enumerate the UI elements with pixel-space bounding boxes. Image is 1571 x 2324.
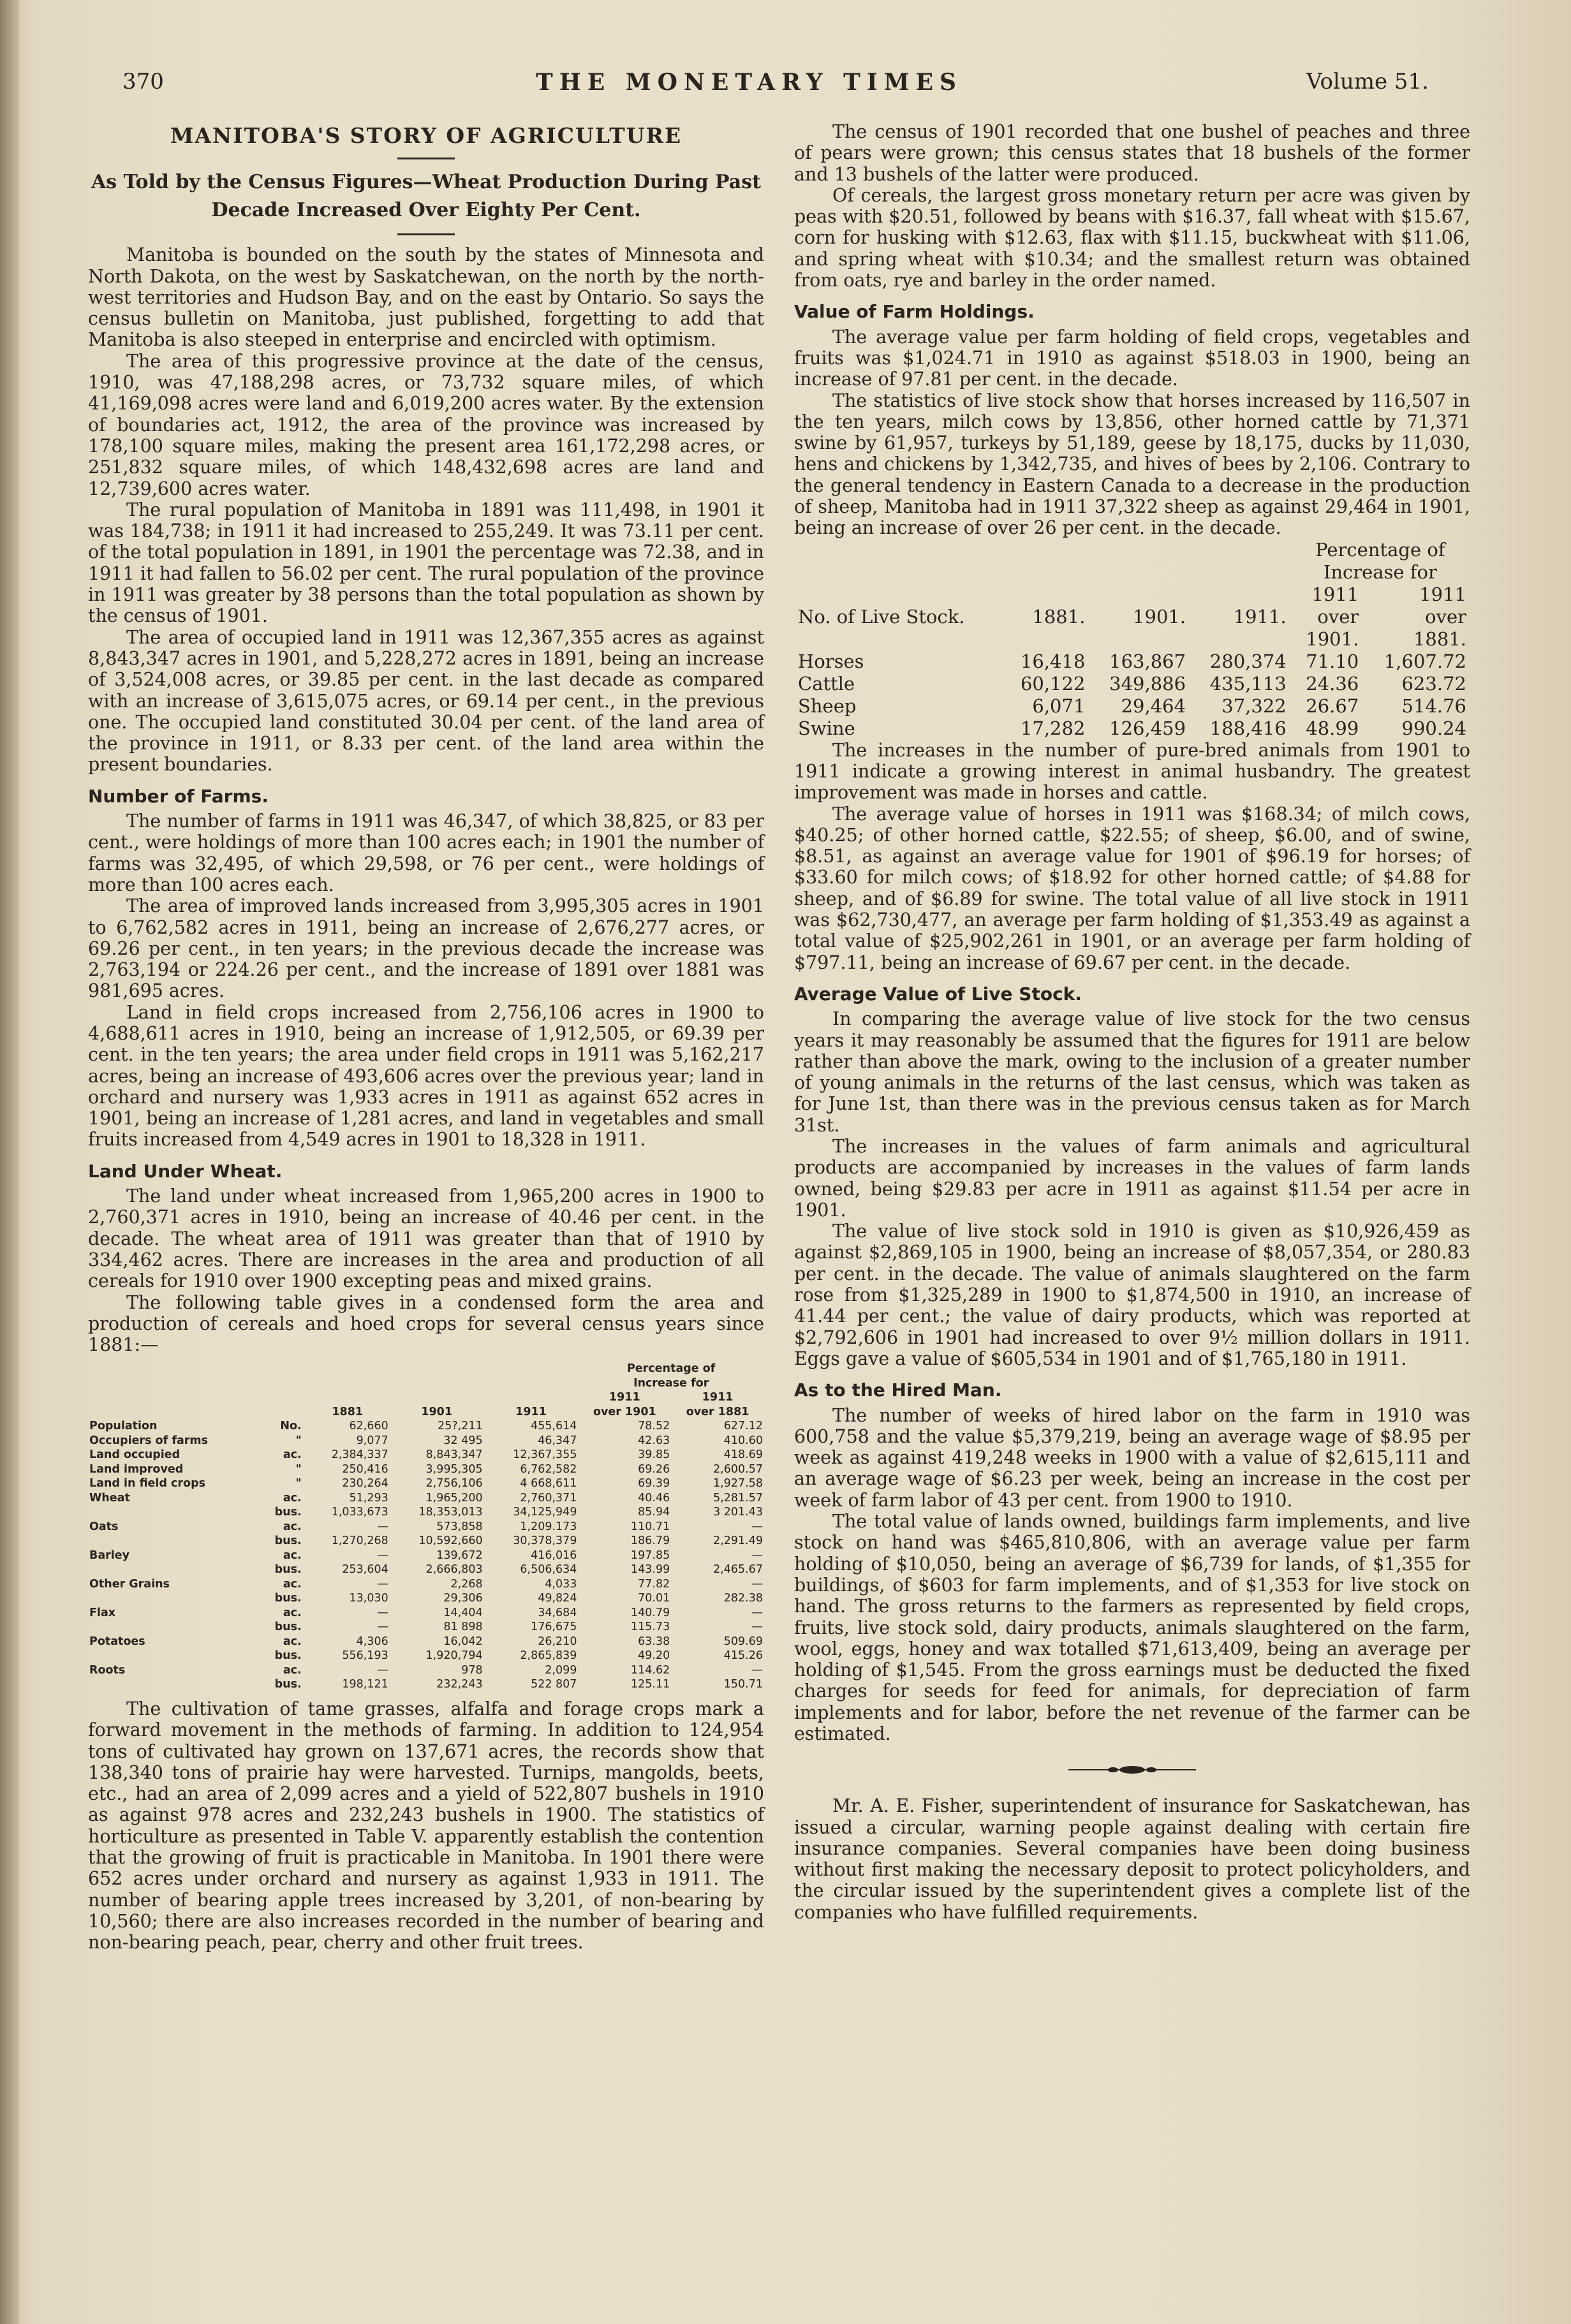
livestock-col-label: No. of Live Stock. (798, 605, 965, 628)
crops-cell: 3,995,305 (425, 1462, 483, 1476)
crops-cell: — (751, 1520, 763, 1533)
crops-row (88, 1448, 764, 1462)
livestock-cell: 6,071 (1032, 695, 1086, 717)
crops-row-label: Occupiers of farms (89, 1434, 209, 1447)
livestock-table (794, 539, 1470, 740)
crops-cell: 62,660 (349, 1420, 388, 1433)
crops-cell: 2,268 (450, 1577, 483, 1591)
crops-cell: — (377, 1663, 388, 1677)
crops-row-label (88, 1649, 260, 1663)
crops-row-unit: ac. (283, 1663, 302, 1677)
crops-cell: 627.12 (723, 1420, 763, 1433)
crops-cell: 34,684 (538, 1606, 577, 1619)
crops-cell: 14,404 (443, 1606, 483, 1619)
crops-row (88, 1649, 764, 1663)
crops-cell: 69.39 (638, 1477, 670, 1490)
pct-header: Percentage of (627, 1362, 716, 1376)
livestock-pct-header: Increase for (1323, 561, 1437, 583)
volume-label: Volume 51. (1306, 69, 1429, 94)
crops-cell: 16,042 (443, 1635, 483, 1648)
crops-cell: 115.73 (630, 1621, 670, 1634)
article-subtitle: As Told by the Census Figures—Wheat Production During Past Decade Increased Over Eighty Per Cent. (91, 171, 761, 222)
crops-cell: 1,927.58 (713, 1477, 763, 1490)
crops-cell: 70.01 (638, 1592, 670, 1605)
crops-cell: 63.38 (638, 1635, 670, 1648)
crops-row-label (88, 1591, 260, 1606)
crops-row-unit: bus. (274, 1621, 302, 1634)
subtitle-rule (397, 233, 455, 235)
crops-cell: 573,858 (436, 1520, 483, 1533)
crops-row (88, 1548, 764, 1563)
crops-cell: — (377, 1577, 388, 1591)
crops-cell: — (377, 1548, 388, 1562)
livestock-cell: 48.99 (1306, 717, 1359, 739)
crops-row-label (88, 1677, 260, 1692)
livestock-year: 1881. (1032, 605, 1086, 628)
paragraph: The land under wheat increased from 1,965,200 acres in 1900 to 2,760,371 acres in 1910, being an increase of 40.46 per cent. in the decade. The wheat area of 1911 was greater than that of 1910 by 334,462 acres. There are increases in the area and production of all cereals for 1910 over 1900 excepting peas and mixed grains. (88, 1186, 764, 1292)
crops-row (88, 1606, 764, 1621)
pct-header: Increase for (633, 1376, 709, 1390)
crops-cell: 2,760,371 (520, 1491, 577, 1504)
crops-row-unit: bus. (274, 1649, 302, 1663)
notice-paragraph: Mr. A. E. Fisher, superintendent of insurance for Saskatchewan, has issued a circular, warning people against dealing with certain fire insurance companies. Several companies have been doing business without first making the necessary deposit to protect policyholders, and the circular issued by the superintendent gives a complete list of the companies who have fulfilled requirements. (794, 1795, 1470, 1923)
crops-row-label: Land in field crops (89, 1477, 206, 1490)
crops-cell: 30,378,379 (513, 1534, 577, 1548)
paragraph: Manitoba is bounded on the south by the states of Minnesota and North Dakota, on the west by Saskatchewan, on the north by the north-west territories and Hudson Bay, and on the east by Ontario. So says the census bulletin on Manitoba, just published, forgetting to add that Manitoba is also steeped in enterprise and encircled with optimism. (88, 244, 764, 351)
crops-cell: 198,121 (342, 1678, 388, 1691)
pct-header: over 1901 (593, 1405, 656, 1418)
crops-cell: 253,604 (342, 1563, 388, 1577)
page-number: 370 (122, 69, 164, 94)
crops-row (88, 1462, 764, 1477)
paragraph: The following table gives in a condensed form the area and production of cereals and hoed crops for several census years since 1881:— (88, 1291, 764, 1356)
livestock-cell: 188,416 (1209, 717, 1287, 739)
livestock-pct-a: 1901. (1306, 628, 1359, 650)
crops-cell: 3 201.43 (713, 1506, 763, 1519)
crops-row (88, 1635, 764, 1649)
crops-row-unit: No. (280, 1420, 302, 1433)
crops-row-unit: ac. (283, 1548, 302, 1562)
crops-row-label: Potatoes (89, 1635, 145, 1648)
page-header (115, 69, 1429, 107)
crops-row-unit: bus. (274, 1592, 302, 1605)
paragraph: The increases in the number of pure-bred animals from 1901 to 1911 indicate a growing interest in animal husbandry. The greatest improvement was made in horses and cattle. (794, 739, 1470, 804)
section-heading-wheat: Land Under Wheat. (88, 1160, 283, 1182)
crops-row-unit: ac. (283, 1577, 302, 1591)
crops-cell: 78.52 (638, 1420, 670, 1433)
livestock-cell: 16,418 (1020, 650, 1086, 672)
crops-cell: — (751, 1577, 763, 1591)
crops-cell: 69.26 (638, 1462, 670, 1476)
crops-cell: 2,865,839 (520, 1649, 577, 1663)
crops-cell: 13,030 (349, 1592, 388, 1605)
crops-cell: 230,264 (342, 1477, 388, 1490)
crops-cell: 2,465.67 (713, 1563, 763, 1577)
crops-cell: 46,347 (538, 1434, 577, 1447)
crops-row (88, 1476, 764, 1491)
livestock-pct-header: Percentage of (1315, 538, 1445, 561)
livestock-cell: 435,113 (1209, 672, 1287, 695)
crops-row (88, 1663, 764, 1678)
crops-cell: 410.60 (723, 1434, 763, 1447)
crops-cell: 51,293 (349, 1491, 388, 1504)
crops-cell: 4,306 (356, 1635, 388, 1648)
crops-row-unit: ac. (283, 1606, 302, 1619)
livestock-row-label: Swine (798, 717, 855, 739)
crops-cell: 26,210 (538, 1635, 577, 1648)
journal-title: THE MONETARY TIMES (536, 69, 963, 96)
crops-row-label: Roots (89, 1663, 126, 1677)
crops-cell: 139,672 (436, 1548, 483, 1562)
crops-row-unit: bus. (274, 1534, 302, 1548)
crops-row (88, 1620, 764, 1635)
pct-header: over 1881 (686, 1405, 749, 1418)
crops-cell: — (377, 1621, 388, 1634)
livestock-row (794, 717, 1470, 740)
livestock-row-label: Cattle (798, 672, 855, 695)
crops-cell: — (751, 1621, 763, 1634)
livestock-cell: 26.67 (1306, 695, 1359, 717)
crops-cell: 39.85 (638, 1448, 670, 1462)
crops-cell: 2,600.57 (713, 1462, 763, 1476)
paragraph: The area of improved lands increased from 3,995,305 acres in 1901 to 6,762,582 acres in 1911, being an increase of 2,676,277 acres, or 69.26 per cent., in ten years; in the previous decade the increase was 2,763,194 or 224.26 per cent., and the increase of 1891 over 1881 was 981,695 acres. (88, 895, 764, 1002)
livestock-cell: 990.24 (1401, 717, 1466, 739)
paragraph: The increases in the values of farm animals and agricultural products are accompanied by increases in the values of farm lands owned, being $29.83 per acre in 1911 as against $11.54 per acre in 1901. (794, 1135, 1470, 1221)
article-title: MANITOBA'S STORY OF AGRICULTURE (170, 123, 682, 148)
crops-cell: 85.94 (638, 1506, 670, 1519)
crops-cell: 2,099 (545, 1663, 577, 1677)
paragraph: Of cereals, the largest gross monetary return per acre was given by peas with $20.51, followed by beans with $16.37, fall wheat with $15.67, corn for husking with $12.63, flax with $11.15, buckwheat with $11.06, and spring wheat with $10.34; and the smallest return was obtained from oats, rye and barley in the order named. (794, 184, 1470, 291)
paragraph: The average value of horses in 1911 was $168.34; of milch cows, $40.25; of other horned cattle, $22.55; of sheep, $6.00, and of swine, $8.51, as against an average value for 1901 of $96.19 for horses; of $33.60 for milch cows; of $18.92 for other horned cattle; of $4.88 for sheep, and of $6.89 for swine. The total value of all live stock in 1911 was $62,730,477, an average per farm holding of $1,353.49 as against a total value of $25,902,261 in 1901, or an average per farm holding of $797.11, being an increase of 69.67 per cent. in the decade. (794, 803, 1470, 973)
crops-cell: 114.62 (630, 1663, 670, 1677)
crops-row-label: Land improved (89, 1462, 184, 1476)
crops-cell: — (377, 1520, 388, 1533)
crops-cell: 6,506,634 (520, 1563, 577, 1577)
year-header: 1881 (332, 1405, 364, 1418)
crops-row (88, 1419, 764, 1434)
crops-cell: 49.20 (638, 1649, 670, 1663)
crops-row (88, 1434, 764, 1448)
crops-row-label: Land occupied (89, 1448, 181, 1462)
paragraph: In comparing the average value of live stock for the two census years it may reasonably be assumed that the figures for 1911 are below rather than above the mark, owing to the inclusion of a greater number of young animals in the returns of the last census, which was taken as for June 1st, than there was in the previous census taken as for March 31st. (794, 1008, 1470, 1136)
crops-cell: 509.69 (723, 1635, 763, 1648)
crops-cell: 18,353,013 (418, 1506, 483, 1519)
page-binding (0, 0, 19, 2324)
pct-header: 1911 (608, 1391, 640, 1404)
crops-row-label: Flax (89, 1606, 116, 1619)
livestock-cell: 29,464 (1121, 695, 1186, 717)
crops-cell: 416,016 (531, 1548, 577, 1562)
crops-cell: 1,965,200 (425, 1491, 483, 1504)
crops-cell: 81 898 (443, 1621, 483, 1634)
livestock-cell: 60,122 (1020, 672, 1086, 695)
title-rule (397, 158, 455, 159)
livestock-cell: 37,322 (1221, 695, 1287, 717)
crops-row-unit: " (295, 1462, 302, 1476)
crops-cell: 4 668,611 (520, 1477, 577, 1490)
crops-cell: 522 807 (531, 1678, 577, 1691)
crops-cell: 282.38 (723, 1592, 763, 1605)
livestock-table-body (794, 651, 1470, 740)
livestock-pct-a: 1911 (1311, 583, 1359, 605)
livestock-row (794, 695, 1470, 717)
crops-row (88, 1520, 764, 1534)
crops-cell: 9,077 (356, 1434, 388, 1447)
crops-cell: 10,592,660 (418, 1534, 483, 1548)
livestock-cell: 126,459 (1109, 717, 1186, 739)
crops-cell: 42.63 (638, 1434, 670, 1447)
paragraph: Land in field crops increased from 2,756,106 acres in 1900 to 4,688,611 acres in 1910, being an increase of 1,912,505, or 69.39 per cent. in the ten years; the area under field crops in 1911 was 5,162,217 acres, being an increase of 493,606 acres over the previous year; land in orchard and nursery was 1,933 acres in 1911 as against 652 acres in 1901, being an increase of 1,281 acres, and land in vegetables and small fruits increased from 4,549 acres in 1901 to 18,328 in 1911. (88, 1001, 764, 1151)
livestock-pct-b: 1881. (1413, 628, 1466, 650)
livestock-cell: 24.36 (1306, 672, 1359, 695)
crops-cell: 1,033,673 (331, 1506, 388, 1519)
livestock-cell: 349,886 (1109, 672, 1186, 695)
crops-row-unit: ac. (283, 1635, 302, 1648)
pct-header: 1911 (702, 1391, 734, 1404)
livestock-year: 1911. (1233, 605, 1287, 628)
crops-table (88, 1362, 764, 1692)
livestock-year: 1901. (1133, 605, 1186, 628)
crops-cell: 140.79 (630, 1606, 670, 1619)
crops-row-label: Barley (89, 1548, 130, 1562)
crops-cell: 8,843,347 (425, 1448, 483, 1462)
crops-cell: 150.71 (723, 1678, 763, 1691)
crops-row (88, 1534, 764, 1548)
crops-cell: 2,291.49 (713, 1534, 763, 1548)
crops-cell: 2,384,337 (331, 1448, 388, 1462)
paragraph: The statistics of live stock show that horses increased by 116,507 in the ten years, milch cows by 13,856, other horned cattle by 71,371 swine by 61,957, turkeys by 51,189, geese by 18,175, ducks by 11,030, hens and chickens by 1,342,735, and hives of bees by 2,106. Contrary to the general tendency in Eastern Canada to a decrease in the production of sheep, Manitoba had in 1911 37,322 sheep as against 29,464 in 1901, being an increase of over 26 per cent. in the decade. (794, 390, 1470, 539)
crops-row-label: Wheat (89, 1491, 130, 1504)
ornament-divider (1068, 1763, 1196, 1776)
right-column (794, 121, 1470, 1923)
crops-cell: 29,306 (443, 1592, 483, 1605)
crops-cell: 40.46 (638, 1491, 670, 1504)
livestock-row-label: Horses (798, 650, 864, 672)
crops-cell: 143.99 (630, 1563, 670, 1577)
crops-cell: 186.79 (630, 1534, 670, 1548)
crops-row-label (88, 1620, 260, 1635)
crops-row-unit: bus. (274, 1563, 302, 1577)
livestock-cell: 280,374 (1209, 650, 1287, 672)
crops-row (88, 1591, 764, 1606)
livestock-row (794, 673, 1470, 695)
crops-cell: — (751, 1548, 763, 1562)
crops-row-label (88, 1505, 260, 1520)
livestock-cell: 71.10 (1306, 650, 1359, 672)
livestock-cell: 623.72 (1401, 672, 1466, 695)
crops-table-body (88, 1419, 764, 1692)
crops-cell: 418.69 (723, 1448, 763, 1462)
crops-row (88, 1677, 764, 1692)
paragraph: The total value of lands owned, buildings farm implements, and live stock on hand was $465,810,806, with an average value per farm holding of $10,050, being an average of $6,739 for lands, of $1,355 for buildings, of $603 for farm implements, and of $1,353 for live stock on hand. The gross returns to the farmers as represented by field crops, fruits, live stock sold, dairy products, animals slaughtered on the farm, wool, eggs, honey and wax totalled $71,613,409, being an average per holding of $1,545. From the gross earnings must be deducted the fixed charges for seeds for feed for animals, for depreciation of farm implements and for labor, before the net revenue of the farmer can be estimated. (794, 1511, 1470, 1744)
crops-cell: 2,666,803 (425, 1563, 483, 1577)
year-header: 1901 (421, 1405, 453, 1418)
section-heading-avg: Average Value of Live Stock. (794, 983, 1082, 1004)
paragraph: The area of this progressive province at the date of the census, 1910, was 47,188,298 acres, or 73,732 square miles, of which 41,169,098 acres were land and 6,019,200 acres water. By the extension of boundaries act, 1912, the area of the province was increased by 178,100 square miles, making the present area 161,172,298 acres, or 251,832 square miles, of which 148,432,698 acres are land and 12,739,600 acres water. (88, 350, 764, 499)
crops-cell: 110.71 (630, 1520, 670, 1533)
crops-cell: 197.85 (630, 1548, 670, 1562)
crops-cell: 5,281.57 (713, 1491, 763, 1504)
crops-row-label: Oats (89, 1520, 119, 1533)
crops-row-unit: ac. (283, 1520, 302, 1533)
crops-cell: 2,756,106 (425, 1477, 483, 1490)
paragraph: The cultivation of tame grasses, alfalfa and forage crops mark a forward movement in the methods of farming. In addition to 124,954 tons of cultivated hay grown on 137,671 acres, the records show that 138,340 tons of prairie hay were harvested. Turnips, mangolds, beets, etc., had an area of 2,099 acres and a yield of 522,807 bushels in 1910 as against 978 acres and 232,243 bushels in 1900. The statistics of horticulture as presented in Table V. apparently establish the contention that the growing of fruit is practicable in Manitoba. In 1901 there were 652 acres under orchard and nursery as against 1,933 in 1911. The number of bearing apple trees increased by 3,201, of non-bearing by 10,560; there are also increases recorded in the number of bearing and non-bearing peach, pear, cherry and other fruit trees. (88, 1698, 764, 1953)
crops-cell: 125.11 (630, 1678, 670, 1691)
crops-cell: 978 (461, 1663, 483, 1677)
livestock-pct-b: over (1425, 605, 1466, 628)
livestock-cell: 17,282 (1020, 717, 1086, 739)
crops-row (88, 1491, 764, 1506)
crops-cell: 12,367,355 (513, 1448, 577, 1462)
livestock-pct-b: 1911 (1419, 583, 1466, 605)
paragraph: The value of live stock sold in 1910 is given as $10,926,459 as against $2,869,105 in 1900, being an increase of $8,057,354, or 280.83 per cent. in the decade. The value of animals slaughtered on the farm rose from $1,325,289 in 1900 to $1,874,500 in 1910, an increase of 41.44 per cent.; the value of dairy products, which was reported at $2,792,606 in 1901 had increased to over 9½ million dollars in 1911. Eggs gave a value of $605,534 in 1901 and of $1,765,180 in 1911. (794, 1221, 1470, 1369)
year-header: 1911 (515, 1405, 547, 1418)
crops-row-unit: bus. (274, 1678, 302, 1691)
crops-cell: 34,125,949 (513, 1506, 577, 1519)
livestock-cell: 514.76 (1401, 695, 1466, 717)
crops-cell: 1,270,268 (331, 1534, 388, 1548)
section-heading-farms: Number of Farms. (88, 785, 269, 807)
crops-row-unit: ac. (283, 1448, 302, 1462)
crops-cell: — (751, 1663, 763, 1677)
section-heading-value: Value of Farm Holdings. (794, 301, 1035, 323)
crops-cell: 1,920,794 (425, 1649, 483, 1663)
crops-cell: 32 495 (443, 1434, 483, 1447)
crops-cell: 25?,211 (438, 1420, 483, 1433)
paragraph: The rural population of Manitoba in 1891 was 111,498, in 1901 it was 184,738; in 1911 it had increased to 255,249. It was 73.11 per cent. of the total population in 1891, in 1901 the percentage was 72.38, and in 1911 it had fallen to 56.02 per cent. The rural population of the province in 1911 was greater by 38 persons than the total population as shown by the census of 1901. (88, 499, 764, 627)
crops-row (88, 1577, 764, 1592)
crops-row-label (88, 1534, 260, 1548)
crops-row (88, 1563, 764, 1577)
crops-row-label: Population (89, 1420, 158, 1433)
livestock-row (794, 651, 1470, 673)
crops-row-unit: " (295, 1477, 302, 1490)
crops-cell: 6,762,582 (520, 1462, 577, 1476)
livestock-cell: 1,607.72 (1383, 650, 1466, 672)
crops-cell: 250,416 (342, 1462, 388, 1476)
section-heading-hired: As to the Hired Man. (794, 1379, 1002, 1401)
crops-row-unit: " (295, 1434, 302, 1447)
crops-row (88, 1505, 764, 1520)
livestock-pct-a: over (1317, 605, 1359, 628)
crops-cell: 4,033 (545, 1577, 577, 1591)
crops-cell: 455,614 (531, 1420, 577, 1433)
paragraph: The area of occupied land in 1911 was 12,367,355 acres as against 8,843,347 acres in 1901, and 5,228,272 acres in 1891, being an increase of 3,524,008 acres, or 39.85 per cent. in the last decade as compared with an increase of 3,615,075 acres, or 69.14 per cent., in the previous one. The occupied land constituted 30.04 per cent. of the land area of the province in 1911, or 8.33 per cent. of the land area within the present boundaries. (88, 626, 764, 776)
crops-cell: 232,243 (436, 1678, 483, 1691)
crops-row-label: Other Grains (89, 1577, 170, 1591)
crops-cell: 49,824 (538, 1592, 577, 1605)
livestock-row-label: Sheep (798, 695, 857, 717)
crops-row-unit: bus. (274, 1506, 302, 1519)
crops-cell: — (377, 1606, 388, 1619)
paragraph: The census of 1901 recorded that one bushel of peaches and three of pears were grown; this census states that 18 bushels of the former and 13 bushels of the latter were produced. (794, 121, 1470, 185)
crops-cell: — (751, 1606, 763, 1619)
paragraph: The average value per farm holding of field crops, vegetables and fruits was $1,024.71 in 1910 as against $518.03 in 1900, being an increase of 97.81 per cent. in the decade. (794, 326, 1470, 390)
paragraph: The number of weeks of hired labor on the farm in 1910 was 600,758 and the value $5,379,219, being an average wage of $8.95 per week as against 419,248 weeks in 1900 with a value of $2,615,111 and an average wage of $6.23 per week, being an increase in the cost per week of farm labor of 43 per cent. from 1900 to 1910. (794, 1404, 1470, 1511)
paragraph: The number of farms in 1911 was 46,347, of which 38,825, or 83 per cent., were holdings of more than 100 acres each; in 1901 the number of farms was 32,495, of which 29,598, or 76 per cent., were holdings of more than 100 acres each. (88, 811, 764, 895)
crops-cell: 556,193 (342, 1649, 388, 1663)
crops-row-unit: ac. (283, 1491, 302, 1504)
crops-cell: 415.26 (723, 1649, 763, 1663)
crops-cell: 77.82 (638, 1577, 670, 1591)
livestock-cell: 163,867 (1109, 650, 1186, 672)
crops-row-label (88, 1563, 260, 1577)
left-column (88, 121, 764, 1953)
crops-cell: 1,209.173 (520, 1520, 577, 1533)
crops-cell: 176,675 (531, 1621, 577, 1634)
